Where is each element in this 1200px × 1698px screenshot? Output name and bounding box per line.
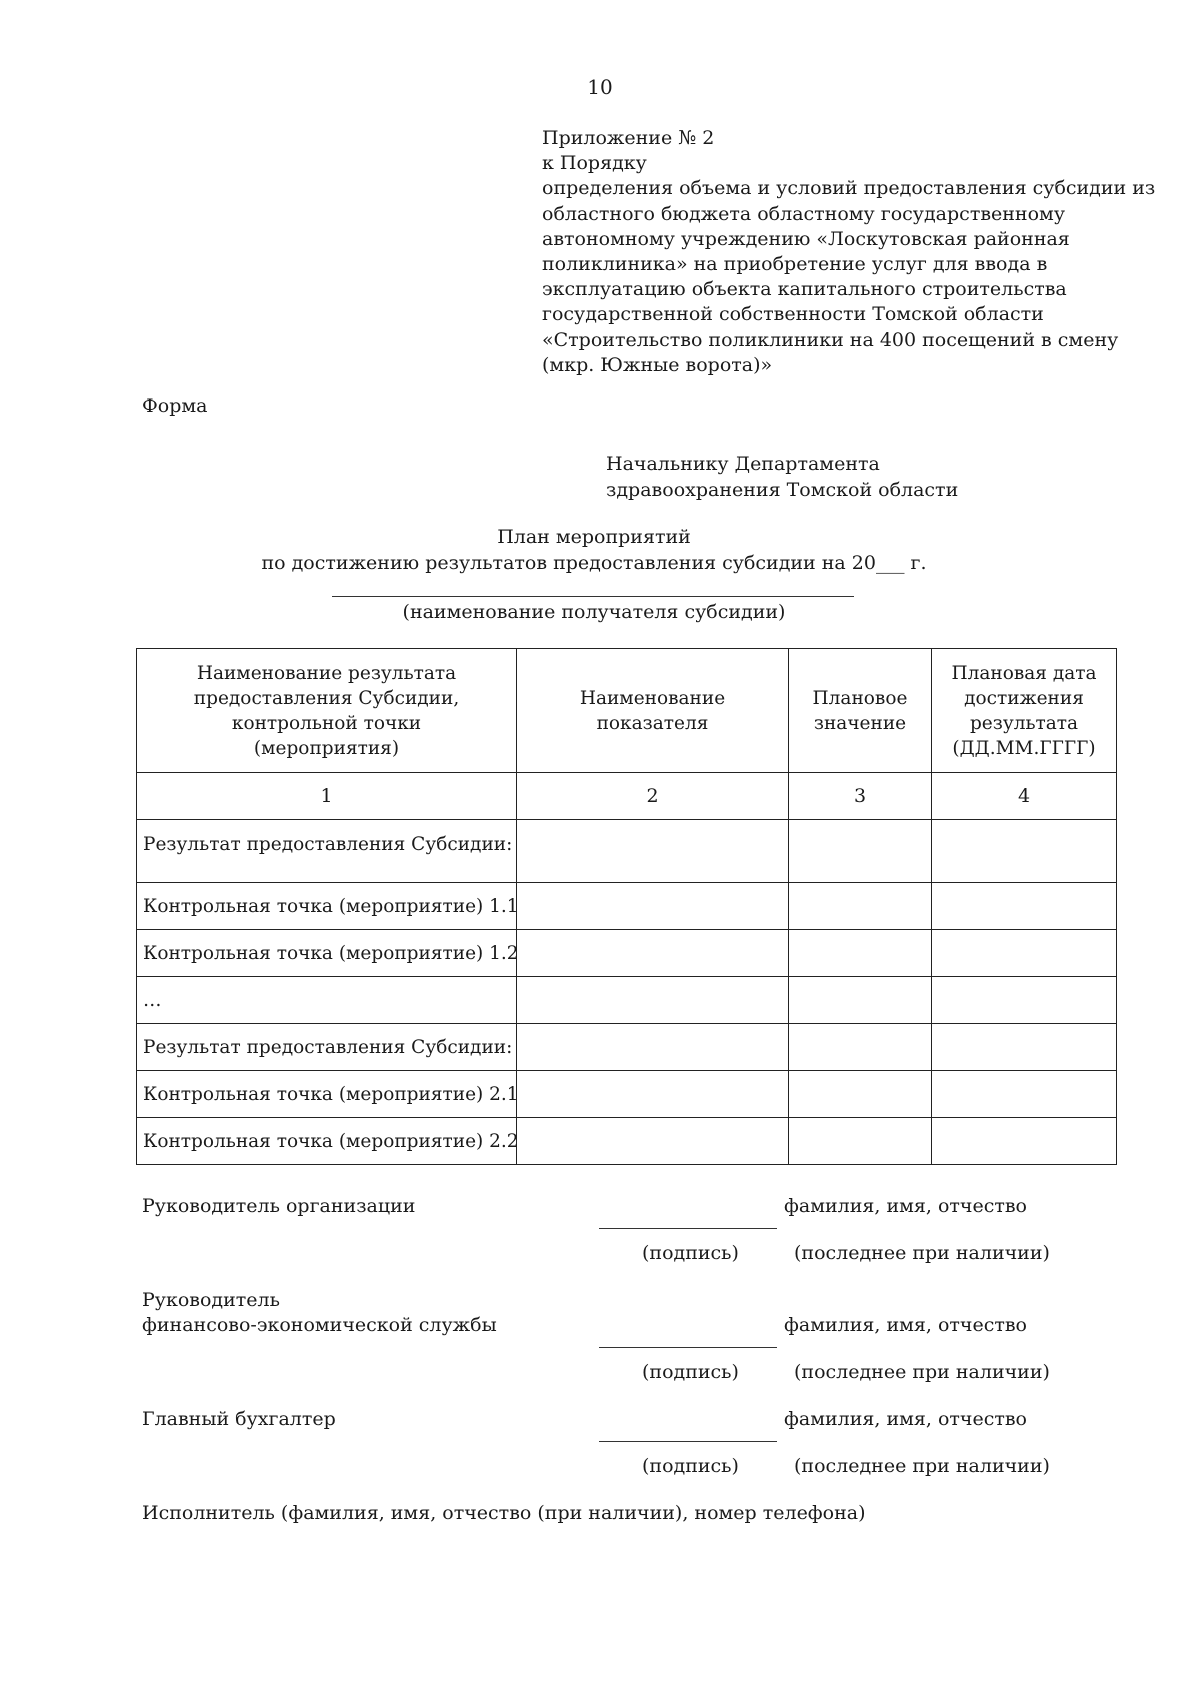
table-cell[interactable]	[517, 820, 789, 883]
finance-signature-line[interactable]	[599, 1347, 777, 1348]
appendix-line: (мкр. Южные ворота)»	[542, 353, 773, 376]
finance-fio-label: фамилия, имя, отчество	[784, 1314, 1027, 1336]
table-cell[interactable]	[932, 1024, 1117, 1071]
accountant-signature-label: Главный бухгалтер	[142, 1408, 336, 1430]
table-cell[interactable]	[789, 930, 932, 977]
finance-signature-caption: (подпись)	[642, 1361, 739, 1383]
table-cell[interactable]	[789, 1024, 932, 1071]
table-cell[interactable]	[932, 883, 1117, 930]
addressee	[606, 451, 958, 503]
row-label: Результат предоставления Субсидии:	[137, 820, 517, 883]
page-number: 10	[587, 75, 613, 99]
table-cell[interactable]	[517, 1024, 789, 1071]
table-cell[interactable]	[932, 930, 1117, 977]
table-cell[interactable]	[517, 977, 789, 1024]
column-number: 1	[137, 773, 517, 820]
table-cell[interactable]	[789, 1071, 932, 1118]
table-cell[interactable]	[517, 1071, 789, 1118]
header-indicator-name: Наименование показателя	[517, 649, 789, 773]
plan-title-line: План мероприятий	[497, 526, 691, 548]
recipient-name-line	[332, 596, 854, 597]
head-fio-caption: (последнее при наличии)	[794, 1242, 1050, 1264]
accountant-fio-label: фамилия, имя, отчество	[784, 1408, 1027, 1430]
finance-signature-label-line2: финансово-экономической службы	[142, 1314, 497, 1336]
row-label: Контрольная точка (мероприятие) 2.2	[137, 1118, 517, 1165]
column-number: 4	[932, 773, 1117, 820]
table-cell[interactable]	[932, 1071, 1117, 1118]
row-label: Контрольная точка (мероприятие) 1.2	[137, 930, 517, 977]
table-row	[137, 820, 1117, 883]
head-signature-label: Руководитель организации	[142, 1195, 416, 1217]
table-cell[interactable]	[517, 930, 789, 977]
finance-fio-caption: (последнее при наличии)	[794, 1361, 1050, 1383]
addressee-line1: Начальнику Департамента	[606, 453, 880, 475]
table-row	[137, 1071, 1117, 1118]
addressee-line2: здравоохранения Томской области	[606, 479, 959, 501]
head-signature-caption: (подпись)	[642, 1242, 739, 1264]
appendix-line: государственной собственности Томской области	[542, 303, 1044, 326]
table-cell[interactable]	[932, 820, 1117, 883]
table-row	[137, 883, 1117, 930]
appendix-line: поликлиника» на приобретение услуг для ввода в	[542, 253, 1048, 276]
accountant-signature-caption: (подпись)	[642, 1455, 739, 1477]
appendix-line: определения объема и условий предоставления субсидии из	[542, 177, 1156, 200]
recipient-caption: (наименование получателя субсидии)	[402, 601, 786, 623]
head-signature-line[interactable]	[599, 1228, 777, 1229]
form-label: Форма	[142, 395, 208, 417]
table-row	[137, 1118, 1117, 1165]
plan-subtitle-line: по достижению результатов предоставления субсидии на 20___ г.	[261, 552, 927, 574]
appendix-line: Приложение № 2	[542, 127, 715, 149]
row-label: Результат предоставления Субсидии:	[137, 1024, 517, 1071]
table-row	[137, 977, 1117, 1024]
table-cell[interactable]	[789, 883, 932, 930]
table-row	[137, 1024, 1117, 1071]
table-cell[interactable]	[789, 977, 932, 1024]
table-cell[interactable]	[517, 1118, 789, 1165]
row-label: …	[137, 977, 517, 1024]
executor-line: Исполнитель (фамилия, имя, отчество (при наличии), номер телефона)	[142, 1502, 866, 1524]
row-label: Контрольная точка (мероприятие) 1.1	[137, 883, 517, 930]
plan-title	[0, 524, 1188, 576]
table-column-numbers-row	[137, 773, 1117, 820]
table-row	[137, 930, 1117, 977]
finance-signature-label-line1: Руководитель	[142, 1289, 280, 1311]
appendix-heading	[542, 126, 1155, 378]
table-cell[interactable]	[932, 977, 1117, 1024]
accountant-signature-line[interactable]	[599, 1441, 777, 1442]
table-cell[interactable]	[517, 883, 789, 930]
table-cell[interactable]	[932, 1118, 1117, 1165]
appendix-line: «Строительство поликлиники на 400 посещений в смену	[542, 328, 1119, 351]
appendix-line: областного бюджета областному государственному	[542, 202, 1065, 225]
accountant-fio-caption: (последнее при наличии)	[794, 1455, 1050, 1477]
appendix-line: к Порядку	[542, 152, 647, 175]
header-planned-date: Плановая дата достижения результата (ДД.ММ.ГГГГ)	[932, 649, 1117, 773]
column-number: 2	[517, 773, 789, 820]
table-header-row	[137, 649, 1117, 773]
header-planned-value: Плановое значение	[789, 649, 932, 773]
column-number: 3	[789, 773, 932, 820]
table-cell[interactable]	[789, 1118, 932, 1165]
appendix-line: автономному учреждению «Лоскутовская районная	[542, 227, 1070, 250]
table-cell[interactable]	[789, 820, 932, 883]
row-label: Контрольная точка (мероприятие) 2.1	[137, 1071, 517, 1118]
plan-table	[136, 648, 1117, 1165]
head-fio-label: фамилия, имя, отчество	[784, 1195, 1027, 1217]
appendix-line: эксплуатацию объекта капитального строительства	[542, 278, 1067, 301]
header-result-name: Наименование результата предоставления Субсидии, контрольной точки (мероприятия)	[137, 649, 517, 773]
